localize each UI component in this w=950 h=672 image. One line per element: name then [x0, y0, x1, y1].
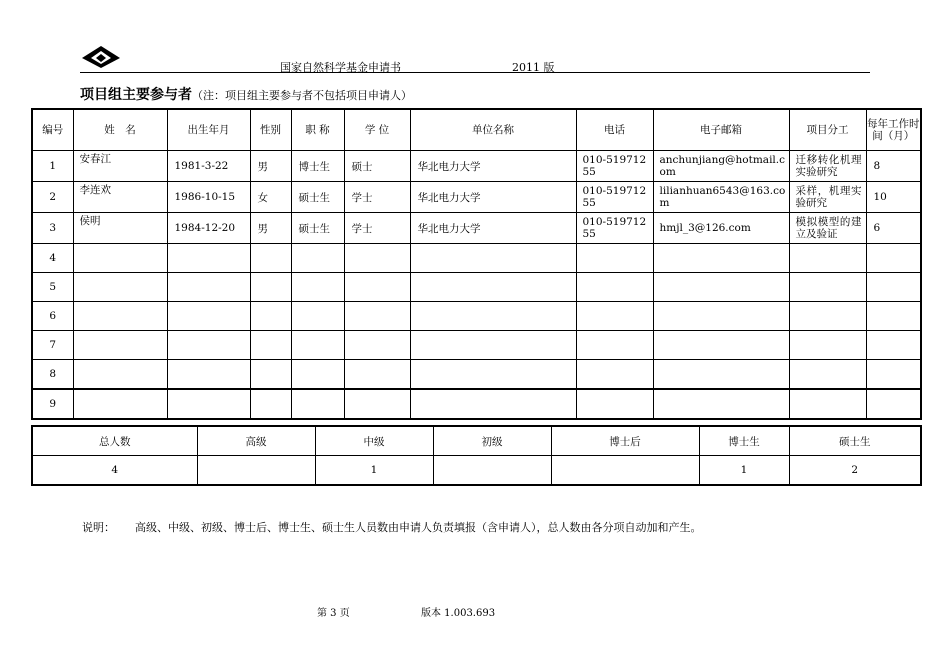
- nsfc-logo-icon: [82, 46, 120, 70]
- document-header-version: 2011 版: [512, 61, 555, 74]
- row-birth: 1981-3-22: [167, 151, 250, 182]
- summary-value-total: 4: [32, 456, 197, 486]
- description-label: 说明：: [82, 521, 115, 534]
- summary-header-junior: 初级: [433, 426, 551, 456]
- row-role: 采样，机理实验研究: [789, 182, 866, 213]
- summary-value-phd: 1: [699, 456, 789, 486]
- row-time: 10: [866, 182, 921, 213]
- header-email: 电子邮箱: [653, 109, 789, 151]
- summary-value-junior: [433, 456, 551, 486]
- summary-header-intermediate: 中级: [315, 426, 433, 456]
- row-gender: 女: [250, 182, 291, 213]
- row-no: 4: [32, 244, 73, 273]
- row-name: 安春江: [73, 151, 167, 182]
- header-phone: 电话: [576, 109, 653, 151]
- description: [82, 519, 702, 535]
- header-gender: 性别: [250, 109, 291, 151]
- row-name: 李连欢: [73, 182, 167, 213]
- row-title: 硕士生: [291, 213, 344, 244]
- header-name: 姓 名: [73, 109, 167, 151]
- table-row: [32, 360, 921, 390]
- section-title-text: 项目组主要参与者: [80, 87, 192, 103]
- header-degree: 学 位: [344, 109, 410, 151]
- row-no: 9: [32, 389, 73, 419]
- footer-page-number: 第 3 页: [317, 608, 350, 619]
- row-no: 8: [32, 360, 73, 390]
- row-gender: 男: [250, 213, 291, 244]
- row-unit: 华北电力大学: [410, 182, 576, 213]
- row-no: 7: [32, 331, 73, 360]
- members-header-row: [32, 109, 921, 151]
- row-time: 8: [866, 151, 921, 182]
- table-row: [32, 389, 921, 419]
- table-row: [32, 213, 921, 244]
- table-row: [32, 244, 921, 273]
- row-phone: 010-51971255: [576, 182, 653, 213]
- row-name: 侯明: [73, 213, 167, 244]
- row-gender: 男: [250, 151, 291, 182]
- row-no: 5: [32, 273, 73, 302]
- summary-value-senior: [197, 456, 315, 486]
- row-degree: 学士: [344, 182, 410, 213]
- row-unit: 华北电力大学: [410, 213, 576, 244]
- summary-header-total: 总人数: [32, 426, 197, 456]
- row-title: 博士生: [291, 151, 344, 182]
- section-title: [80, 84, 412, 104]
- header-no: 编号: [32, 109, 73, 151]
- row-unit: 华北电力大学: [410, 151, 576, 182]
- row-phone: 010-51971255: [576, 213, 653, 244]
- footer-version: 版本 1.003.693: [421, 608, 496, 619]
- header-time: 每年工作时间（月）: [866, 109, 921, 151]
- header-divider: [80, 72, 870, 73]
- summary-value-master: 2: [789, 456, 921, 486]
- row-no: 1: [32, 151, 73, 182]
- summary-value-postdoc: [551, 456, 699, 486]
- section-note: （注：项目组主要参与者不包括项目申请人）: [192, 89, 412, 102]
- description-text: 高级、中级、初级、博士后、博士生、硕士生人员数由申请人负责填报（含申请人），总人数由各分项自动加和产生。: [135, 521, 702, 534]
- row-role: 迁移转化机理实验研究: [789, 151, 866, 182]
- row-no: 2: [32, 182, 73, 213]
- summary-header-row: [32, 426, 921, 456]
- row-no: 3: [32, 213, 73, 244]
- summary-header-postdoc: 博士后: [551, 426, 699, 456]
- table-row: [32, 182, 921, 213]
- row-time: 6: [866, 213, 921, 244]
- header-birth: 出生年月: [167, 109, 250, 151]
- header-unit: 单位名称: [410, 109, 576, 151]
- row-birth: 1986-10-15: [167, 182, 250, 213]
- table-row: [32, 331, 921, 360]
- table-row: [32, 151, 921, 182]
- row-role: 模拟模型的建立及验证: [789, 213, 866, 244]
- summary-header-senior: 高级: [197, 426, 315, 456]
- row-title: 硕士生: [291, 182, 344, 213]
- document-header-title: 国家自然科学基金申请书: [280, 61, 401, 74]
- row-phone: 010-51971255: [576, 151, 653, 182]
- row-email: lilianhuan6543@163.com: [653, 182, 789, 213]
- header-role: 项目分工: [789, 109, 866, 151]
- table-row: [32, 273, 921, 302]
- summary-table: [31, 425, 922, 486]
- summary-value-row: [32, 456, 921, 486]
- row-email: anchunjiang@hotmail.com: [653, 151, 789, 182]
- summary-header-phd: 博士生: [699, 426, 789, 456]
- row-birth: 1984-12-20: [167, 213, 250, 244]
- header-title: 职 称: [291, 109, 344, 151]
- members-table: [31, 108, 922, 420]
- summary-value-intermediate: 1: [315, 456, 433, 486]
- row-no: 6: [32, 302, 73, 331]
- row-degree: 硕士: [344, 151, 410, 182]
- row-email: hmjl_3@126.com: [653, 213, 789, 244]
- row-degree: 学士: [344, 213, 410, 244]
- summary-header-master: 硕士生: [789, 426, 921, 456]
- table-row: [32, 302, 921, 331]
